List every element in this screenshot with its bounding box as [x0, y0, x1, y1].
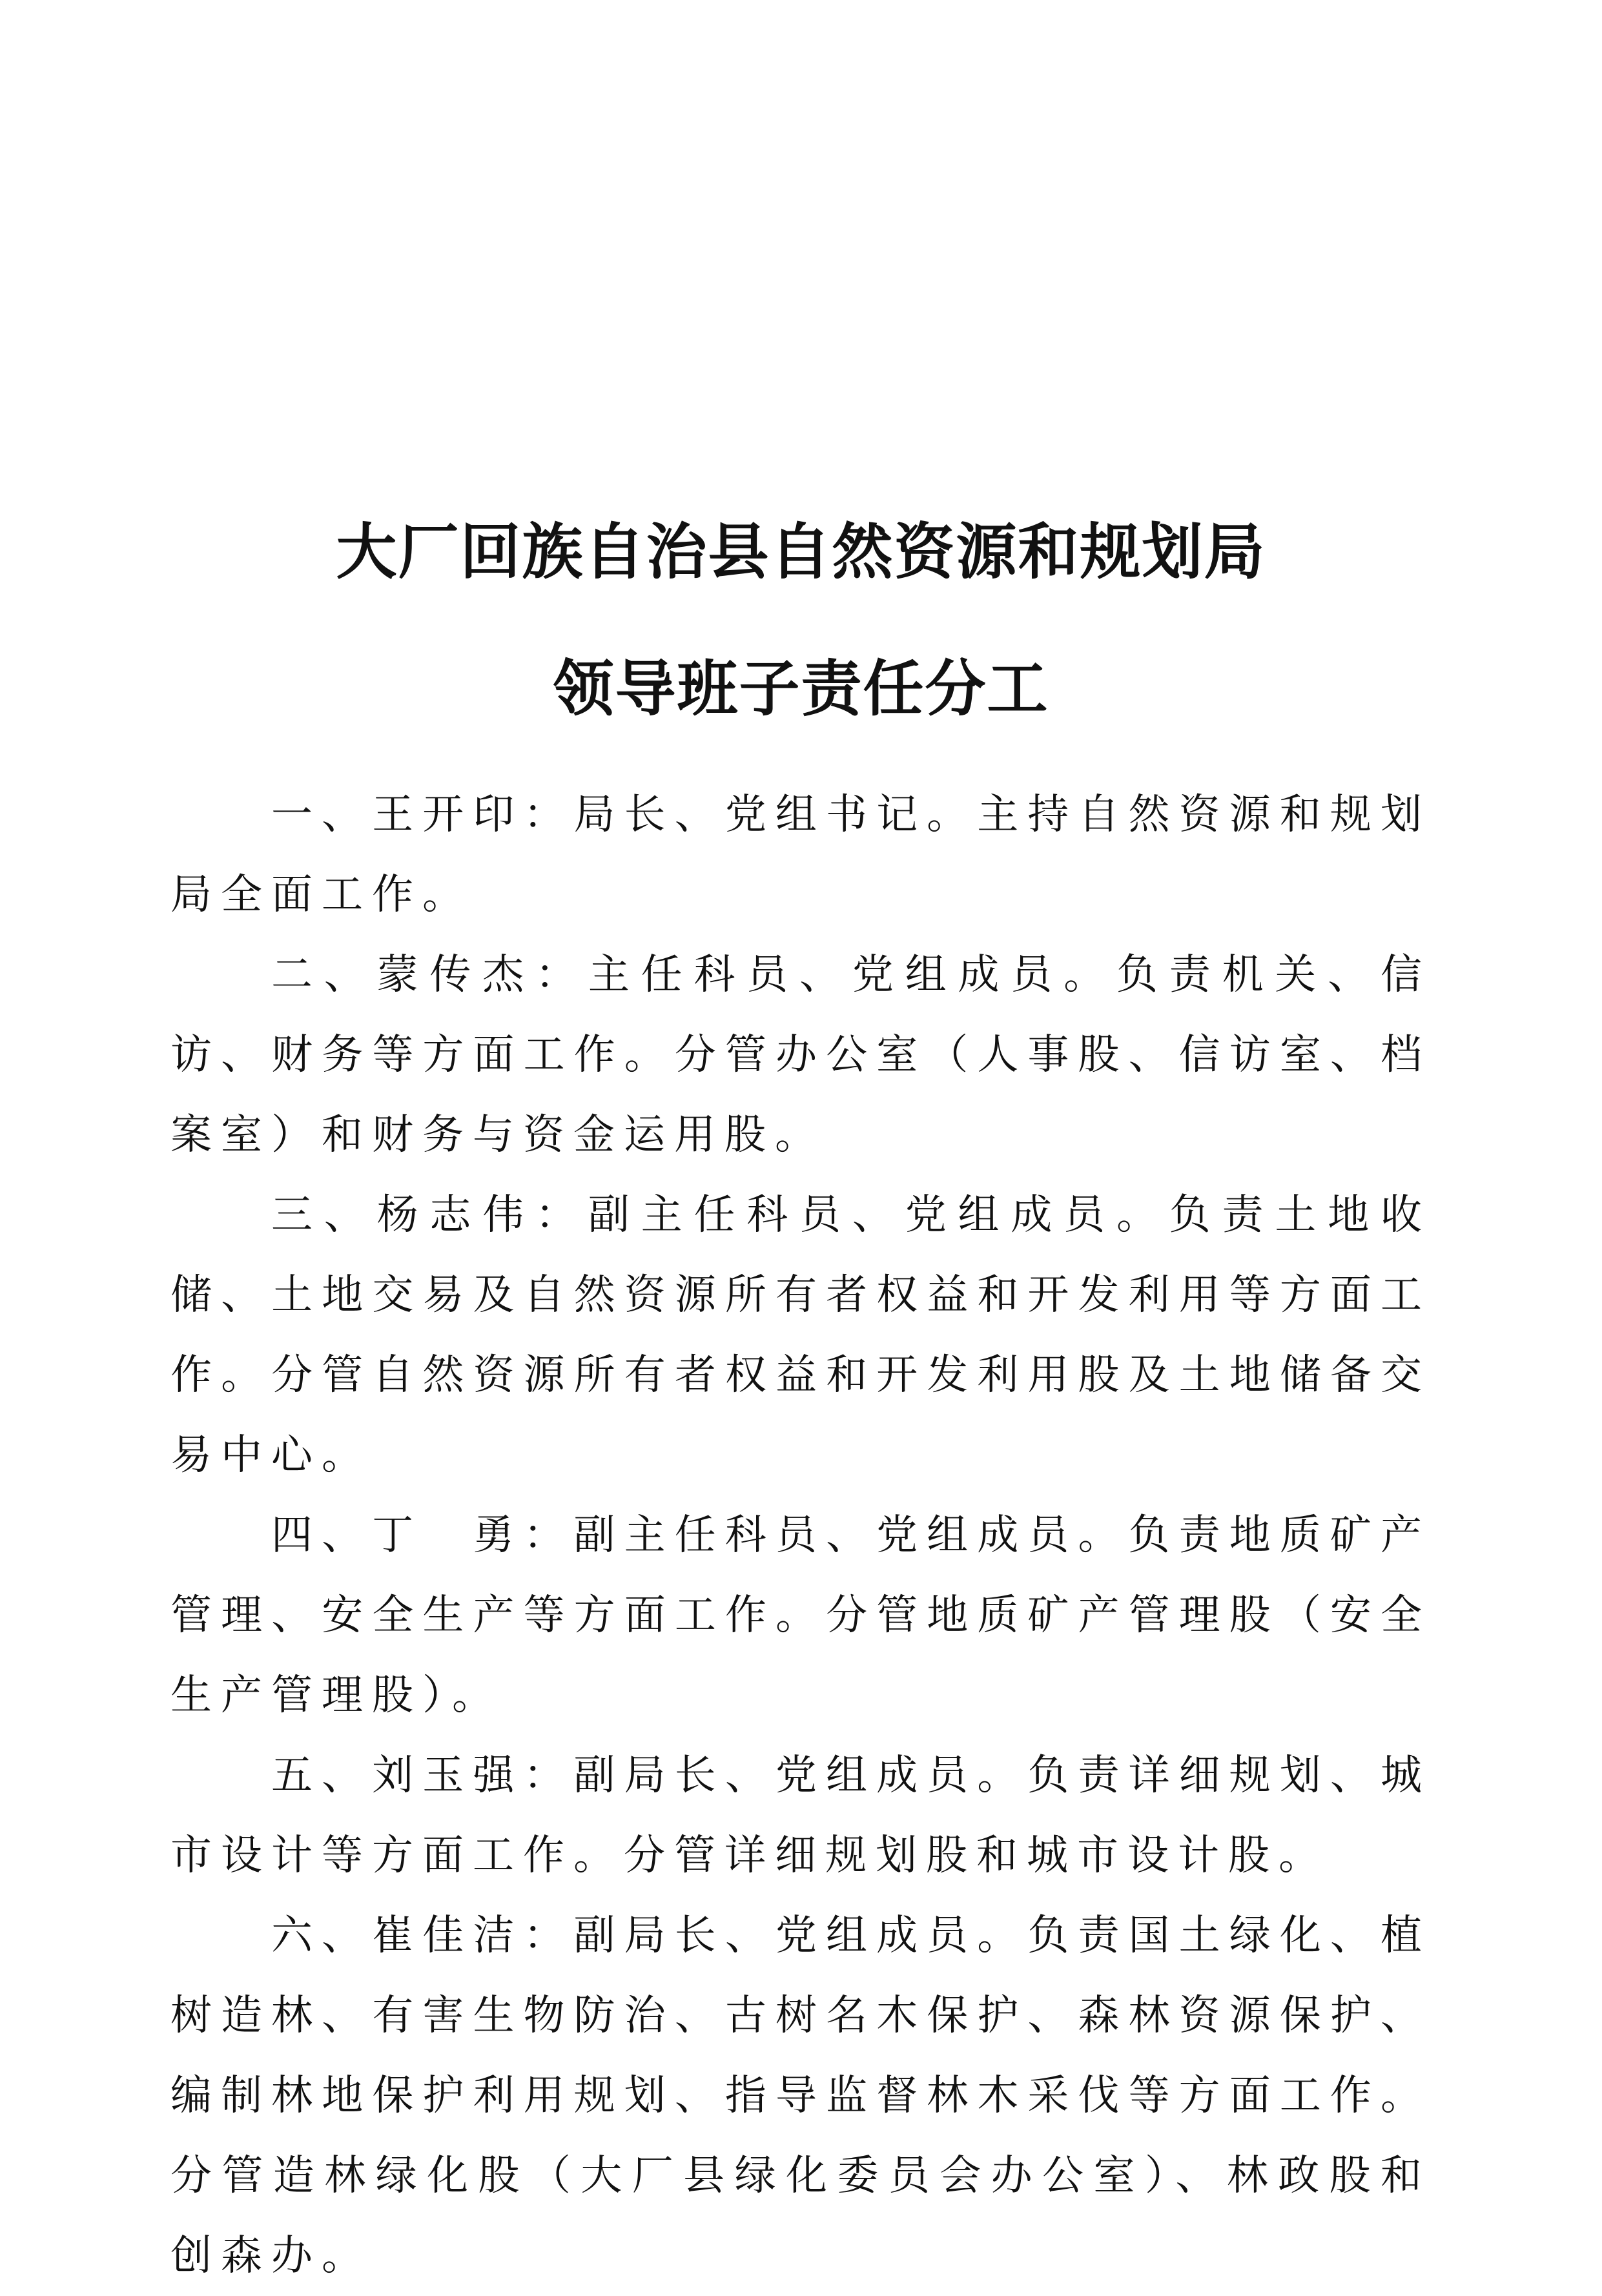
paragraph-6: 六、崔佳洁：副局长、党组成员。负责国土绿化、植树造林、有害生物防治、古树名木保护、森林资源保护、编制林地保护利用规划、指导监督林木采伐等方面工作。分管造林绿化股（大厂县绿化委员会办公室）、林政股和创森办。 [170, 1912, 1431, 2280]
document-body [170, 775, 1431, 2296]
paragraph-3: 三、杨志伟：副主任科员、党组成员。负责土地收储、土地交易及自然资源所有者权益和开发利用等方面工作。分管自然资源所有者权益和开发利用股及土地储备交易中心。 [170, 1191, 1431, 1479]
paragraph-1: 一、王开印：局长、党组书记。主持自然资源和规划局全面工作。 [170, 791, 1431, 919]
paragraph-5: 五、刘玉强：副局长、党组成员。负责详细规划、城市设计等方面工作。分管详细规划股和城市设计股。 [170, 1752, 1431, 1880]
title-line-2: 领导班子责任分工 [553, 653, 1049, 724]
paragraph-2: 二、蒙传杰：主任科员、党组成员。负责机关、信访、财务等方面工作。分管办公室（人事股、信访室、档案室）和财务与资金运用股。 [170, 951, 1431, 1159]
paragraph-4: 四、丁 勇：副主任科员、党组成员。负责地质矿产管理、安全生产等方面工作。分管地质矿产管理股（安全生产管理股）。 [170, 1512, 1431, 1719]
document-title [0, 517, 1602, 724]
title-line-1: 大厂回族自治县自然资源和规划局 [336, 517, 1266, 588]
